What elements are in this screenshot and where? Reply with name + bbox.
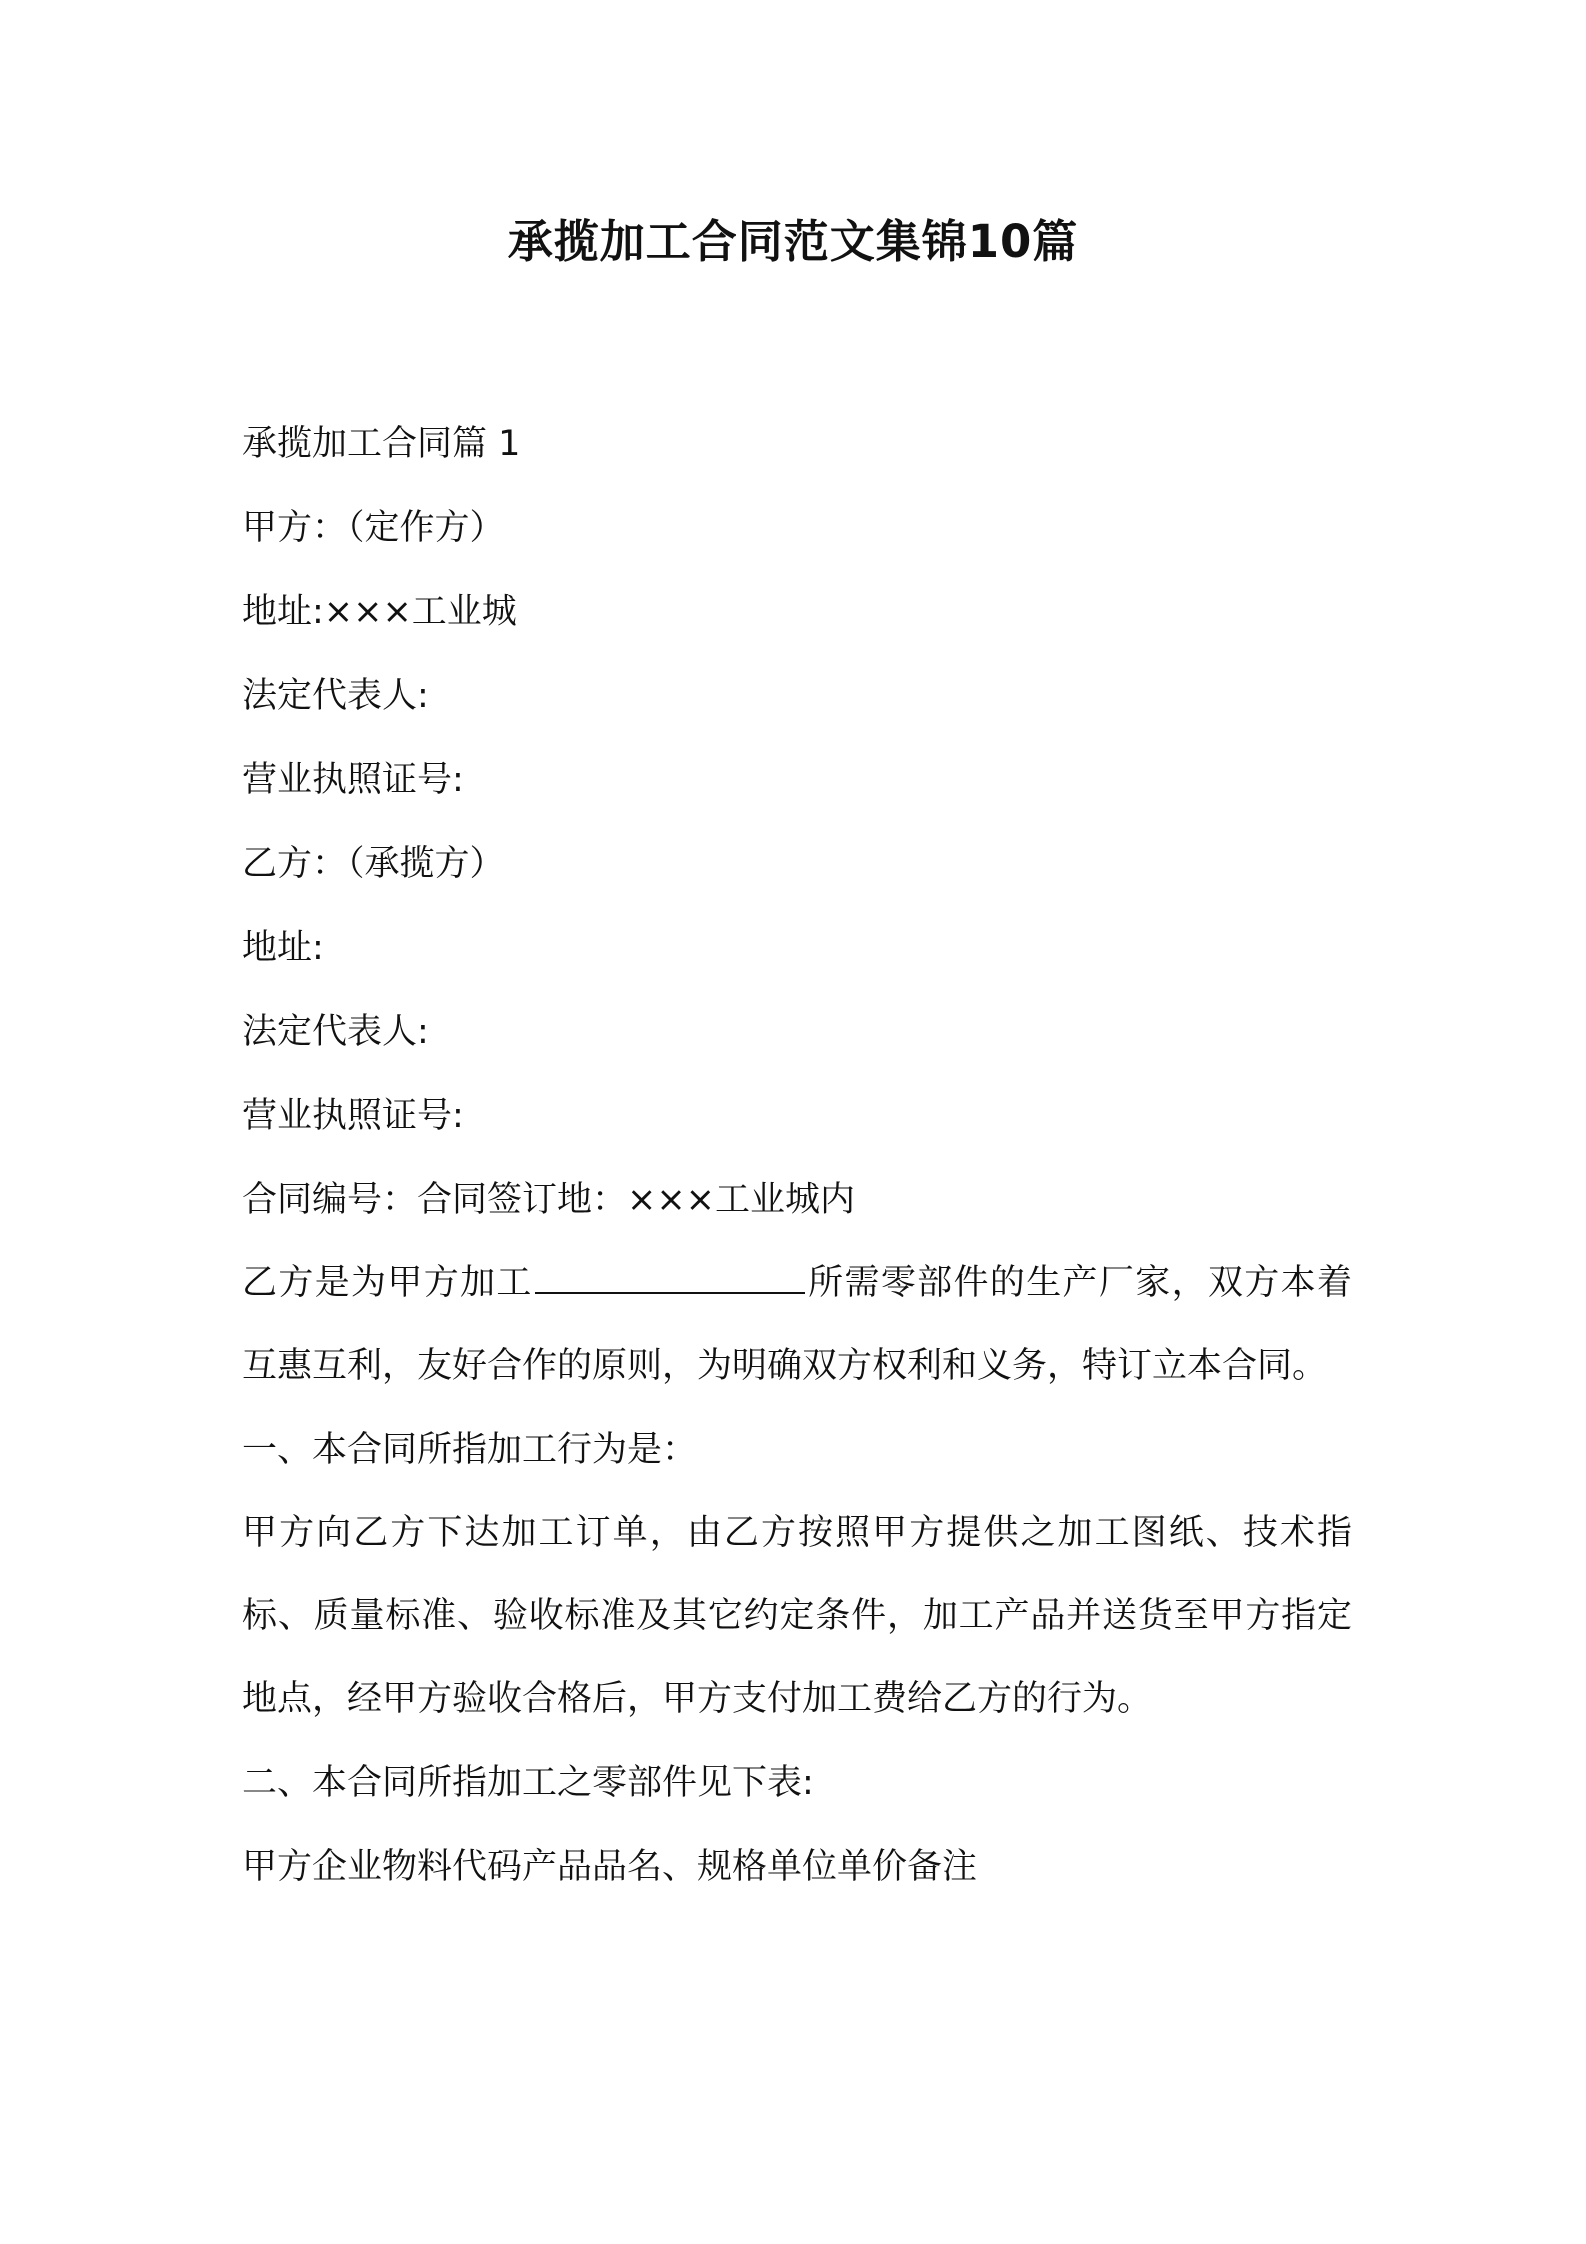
- document-title: 承揽加工合同范文集锦10篇: [507, 215, 1079, 268]
- clause-2-table-header: 甲方企业物料代码产品品名、规格单位单价备注: [242, 1847, 978, 1887]
- party-b-legal-rep: 法定代表人:: [242, 1012, 429, 1052]
- intro-paragraph: [242, 1242, 1352, 1408]
- fill-in-blank: [535, 1264, 805, 1294]
- intro-after-blank: 所需零部件的生产厂家，双方本着互惠互利，友好合作的原则，为明确双方权利和义务，特订立本合同。: [242, 1263, 1352, 1386]
- party-a-legal-rep: 法定代表人:: [242, 676, 429, 716]
- document-body: [242, 402, 1352, 1909]
- party-b-address: 地址:: [242, 928, 324, 968]
- party-b-license: 营业执照证号:: [242, 1096, 464, 1136]
- clause-1-body: 甲方向乙方下达加工订单，由乙方按照甲方提供之加工图纸、技术指标、质量标准、验收标准及其它约定条件，加工产品并送货至甲方指定地点，经甲方验收合格后，甲方支付加工费给乙方的行为。: [242, 1513, 1352, 1719]
- party-a-address: 地址:×××工业城: [242, 592, 517, 632]
- clause-2-heading: 二、本合同所指加工之零部件见下表:: [242, 1763, 814, 1803]
- party-a-label: 甲方：（定作方）: [242, 508, 505, 548]
- contract-info: 合同编号：合同签订地：×××工业城内: [242, 1180, 855, 1220]
- party-a-license: 营业执照证号:: [242, 760, 464, 800]
- clause-1-heading: 一、本合同所指加工行为是：: [242, 1430, 698, 1470]
- intro-before-blank: 乙方是为甲方加工: [242, 1263, 533, 1303]
- party-b-label: 乙方：（承揽方）: [242, 844, 505, 884]
- section-title: 承揽加工合同篇 1: [242, 424, 521, 464]
